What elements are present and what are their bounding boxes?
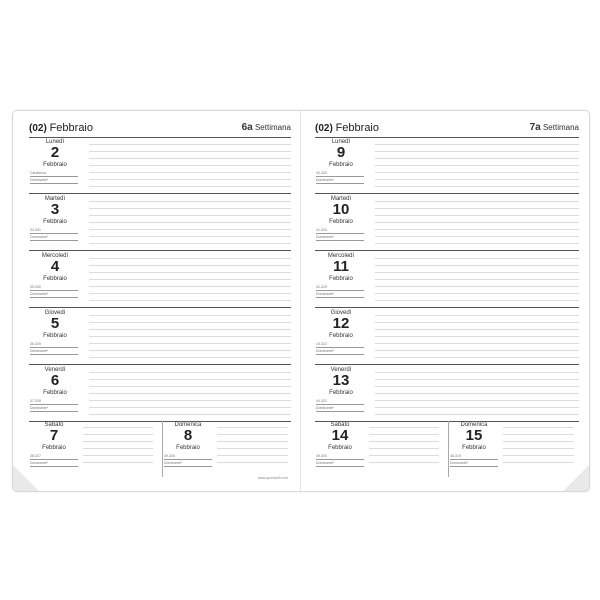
day-number: 2 — [50, 144, 60, 161]
ruled-line — [375, 315, 579, 316]
ruled-line — [375, 151, 579, 152]
dominant-label: Dominante* — [316, 349, 364, 355]
writing-lines[interactable] — [375, 366, 579, 421]
ruled-line — [375, 272, 579, 273]
dominant-label: Dominante* — [30, 349, 78, 355]
weekday-label: Mercoledì — [327, 253, 355, 259]
ruled-line — [375, 343, 579, 344]
day-month: Febbraio — [329, 276, 353, 282]
ruled-line — [375, 286, 579, 287]
day-block-tuesday[interactable] — [29, 195, 291, 251]
ruled-line — [369, 462, 439, 463]
ruled-line — [375, 229, 579, 230]
ruled-line — [375, 236, 579, 237]
ruled-line — [89, 229, 291, 230]
day-separator — [29, 250, 291, 251]
ruled-line — [89, 293, 291, 294]
day-number: 13 — [332, 372, 350, 389]
day-month: Febbraio — [329, 333, 353, 339]
ruled-line — [83, 455, 153, 456]
ruled-line — [89, 144, 291, 145]
ruled-line — [89, 272, 291, 273]
day-block-wednesday[interactable] — [315, 252, 579, 308]
ruled-line — [89, 407, 291, 408]
ruled-line — [503, 441, 574, 442]
website-credit: www.quoinsoft.com — [257, 476, 288, 480]
ruled-line — [89, 379, 291, 380]
day-separator — [29, 307, 291, 308]
left-page — [13, 111, 301, 491]
writing-lines[interactable] — [369, 421, 439, 471]
ruled-line — [89, 414, 291, 415]
week-number: 7a — [529, 122, 541, 133]
week-number: 6a — [241, 122, 253, 133]
dominant-label: Dominante* — [30, 461, 78, 467]
ruled-line — [375, 215, 579, 216]
weekday-label: Sabato — [330, 422, 350, 428]
day-info — [29, 309, 81, 364]
ruled-line — [89, 165, 291, 166]
ruled-line — [89, 222, 291, 223]
ruled-line — [89, 329, 291, 330]
day-block-thursday[interactable] — [315, 309, 579, 365]
day-block-wednesday[interactable] — [29, 252, 291, 308]
day-info — [29, 138, 81, 193]
ruled-line — [375, 165, 579, 166]
ruled-line — [369, 434, 439, 435]
day-month: Febbraio — [43, 333, 67, 339]
day-month: Febbraio — [43, 162, 67, 168]
day-month: Febbraio — [462, 445, 486, 451]
ruled-line — [83, 441, 153, 442]
day-reference: 46-319 — [450, 454, 498, 460]
day-info — [315, 195, 367, 250]
ruled-line — [217, 441, 288, 442]
weekday-label: Giovedì — [330, 310, 352, 316]
ruled-line — [375, 300, 579, 301]
day-info — [315, 421, 365, 476]
ruled-line — [83, 462, 153, 463]
right-page — [301, 111, 589, 491]
day-number: 12 — [332, 315, 350, 332]
day-separator — [29, 193, 291, 194]
ruled-line — [89, 158, 291, 159]
weekday-label: Martedì — [330, 196, 352, 202]
writing-lines[interactable] — [89, 252, 291, 307]
day-info — [29, 252, 81, 307]
ruled-line — [375, 201, 579, 202]
dominant-label: Dominante* — [316, 406, 364, 412]
ruled-line — [89, 243, 291, 244]
ruled-line — [375, 258, 579, 259]
day-number: 7 — [49, 427, 59, 444]
weekend-block — [29, 421, 291, 480]
ruled-line — [89, 265, 291, 266]
weekday-label: Venerdì — [330, 367, 352, 373]
week-word: Settimana — [542, 123, 579, 132]
day-reference: 36-329 — [30, 342, 78, 348]
day-number: 6 — [50, 372, 60, 389]
dominant-label: Dominante* — [30, 178, 78, 184]
day-reference: 45-320 — [316, 454, 364, 460]
ruled-line — [217, 427, 288, 428]
ruled-line — [89, 258, 291, 259]
ruled-line — [375, 158, 579, 159]
month-number: (02) — [315, 123, 333, 134]
day-number: 11 — [333, 258, 349, 275]
ruled-line — [375, 350, 579, 351]
day-reference: 40-325 — [316, 171, 364, 177]
ruled-line — [375, 357, 579, 358]
ruled-line — [89, 300, 291, 301]
ruled-line — [375, 243, 579, 244]
ruled-line — [89, 400, 291, 401]
dominant-label: Dominante* — [316, 178, 364, 184]
ruled-line — [89, 372, 291, 373]
month-name: Febbraio — [335, 122, 379, 134]
ruled-line — [369, 441, 439, 442]
ruled-line — [89, 336, 291, 337]
ruled-line — [89, 357, 291, 358]
ruled-line — [375, 414, 579, 415]
dominant-label: Dominante* — [30, 292, 78, 298]
day-info — [315, 366, 367, 421]
ruled-line — [89, 201, 291, 202]
weekend-block — [315, 421, 579, 477]
day-month: Febbraio — [43, 390, 67, 396]
ruled-line — [375, 222, 579, 223]
ruled-line — [375, 379, 579, 380]
dominant-label: Dominante* — [450, 461, 498, 467]
page-header — [29, 123, 291, 138]
ruled-line — [369, 448, 439, 449]
ruled-line — [89, 322, 291, 323]
week-word: Settimana — [254, 123, 291, 132]
day-number: 10 — [332, 201, 350, 218]
ruled-line — [89, 208, 291, 209]
page-header — [315, 123, 579, 138]
ruled-line — [503, 462, 574, 463]
ruled-line — [375, 172, 579, 173]
day-block-sunday[interactable] — [162, 421, 292, 480]
day-number: 5 — [50, 315, 60, 332]
day-info — [315, 309, 367, 364]
day-month: Febbraio — [176, 445, 200, 451]
day-reference: 42-323 — [316, 285, 364, 291]
ruled-line — [503, 448, 574, 449]
day-info — [449, 421, 499, 476]
day-month: Febbraio — [43, 219, 67, 225]
ruled-line — [369, 427, 439, 428]
month-title — [29, 122, 93, 134]
ruled-line — [89, 179, 291, 180]
day-block-friday[interactable] — [315, 366, 579, 422]
dominant-label: Dominante* — [30, 406, 78, 412]
day-month: Febbraio — [329, 162, 353, 168]
month-number: (02) — [29, 123, 47, 134]
ruled-line — [375, 208, 579, 209]
writing-lines[interactable] — [89, 366, 291, 421]
day-reference: 38-327 — [30, 454, 78, 460]
writing-lines[interactable] — [89, 138, 291, 193]
day-reference: 37-328 — [30, 399, 78, 405]
day-block-saturday[interactable] — [29, 421, 157, 477]
ruled-line — [375, 322, 579, 323]
day-block-sunday[interactable] — [448, 421, 578, 477]
month-title — [315, 122, 379, 134]
ruled-line — [217, 455, 288, 456]
ruled-line — [503, 434, 574, 435]
writing-lines[interactable] — [375, 309, 579, 364]
day-reference: 35-330 — [30, 285, 78, 291]
weekday-label: Giovedì — [44, 310, 66, 316]
weekday-label: Lunedì — [331, 139, 351, 145]
ruled-line — [217, 448, 288, 449]
day-info — [315, 252, 367, 307]
day-month: Febbraio — [42, 445, 66, 451]
day-separator — [315, 307, 579, 308]
weekday-label: Lunedì — [45, 139, 65, 145]
weekday-label: Sabato — [44, 422, 64, 428]
day-block-saturday[interactable] — [315, 421, 443, 477]
day-number: 8 — [183, 427, 193, 444]
ruled-line — [375, 279, 579, 280]
ruled-line — [83, 434, 153, 435]
day-reference: 41-324 — [316, 228, 364, 234]
writing-lines[interactable] — [375, 138, 579, 193]
day-block-friday[interactable] — [29, 366, 291, 422]
day-reference: 44-321 — [316, 399, 364, 405]
day-separator — [315, 364, 579, 365]
ruled-line — [89, 386, 291, 387]
ruled-line — [375, 372, 579, 373]
writing-lines[interactable] — [375, 252, 579, 307]
day-month: Febbraio — [329, 390, 353, 396]
month-name: Febbraio — [49, 122, 93, 134]
corner-strap-right — [562, 464, 590, 492]
weekday-label: Martedì — [44, 196, 66, 202]
ruled-line — [89, 393, 291, 394]
weekday-label: Domenica — [460, 422, 488, 428]
dominant-label: Dominante* — [316, 235, 364, 241]
ruled-line — [89, 236, 291, 237]
day-number: 15 — [465, 427, 483, 444]
ruled-line — [83, 448, 153, 449]
day-number: 9 — [336, 144, 346, 161]
day-info — [29, 366, 81, 421]
dominant-label: Dominante* — [30, 235, 78, 241]
ruled-line — [375, 179, 579, 180]
day-number: 3 — [50, 201, 60, 218]
day-number: 4 — [50, 258, 60, 275]
day-info — [29, 195, 81, 250]
weekday-label: Venerdì — [44, 367, 66, 373]
day-month: Febbraio — [328, 445, 352, 451]
day-separator — [29, 364, 291, 365]
dominant-label: Dominante* — [164, 461, 212, 467]
ruled-line — [89, 186, 291, 187]
ruled-line — [89, 286, 291, 287]
day-block-monday[interactable] — [29, 138, 291, 194]
ruled-line — [89, 151, 291, 152]
day-reference: 43-322 — [316, 342, 364, 348]
ruled-line — [375, 293, 579, 294]
writing-lines[interactable] — [375, 195, 579, 250]
ruled-line — [503, 427, 574, 428]
ruled-line — [217, 434, 288, 435]
day-separator — [315, 250, 579, 251]
week-label — [530, 122, 579, 133]
ruled-line — [89, 215, 291, 216]
weekly-planner-spread — [12, 110, 590, 492]
ruled-line — [375, 265, 579, 266]
day-reference: Candelora — [30, 171, 78, 177]
ruled-line — [375, 144, 579, 145]
day-month: Febbraio — [329, 219, 353, 225]
day-reference: 34-331 — [30, 228, 78, 234]
ruled-line — [89, 350, 291, 351]
ruled-line — [83, 427, 153, 428]
day-reference: 39-326 — [164, 454, 212, 460]
ruled-line — [375, 407, 579, 408]
ruled-line — [217, 462, 288, 463]
day-month: Febbraio — [43, 276, 67, 282]
ruled-line — [89, 279, 291, 280]
day-info — [315, 138, 367, 193]
dominant-label: Dominante* — [316, 461, 364, 467]
day-info — [163, 421, 213, 476]
writing-lines[interactable] — [83, 421, 153, 471]
weekday-label: Domenica — [174, 422, 202, 428]
ruled-line — [89, 172, 291, 173]
ruled-line — [89, 315, 291, 316]
day-block-tuesday[interactable] — [315, 195, 579, 251]
ruled-line — [375, 400, 579, 401]
weekday-label: Mercoledì — [41, 253, 69, 259]
ruled-line — [375, 386, 579, 387]
corner-strap-left — [12, 464, 40, 492]
writing-lines[interactable] — [217, 421, 288, 471]
ruled-line — [503, 455, 574, 456]
writing-lines[interactable] — [89, 195, 291, 250]
ruled-line — [375, 329, 579, 330]
ruled-line — [89, 343, 291, 344]
day-block-monday[interactable] — [315, 138, 579, 194]
day-separator — [315, 193, 579, 194]
ruled-line — [369, 455, 439, 456]
ruled-line — [375, 186, 579, 187]
day-block-thursday[interactable] — [29, 309, 291, 365]
ruled-line — [375, 393, 579, 394]
dominant-label: Dominante* — [316, 292, 364, 298]
writing-lines[interactable] — [89, 309, 291, 364]
ruled-line — [375, 336, 579, 337]
week-label — [242, 122, 291, 133]
day-number: 14 — [331, 427, 349, 444]
